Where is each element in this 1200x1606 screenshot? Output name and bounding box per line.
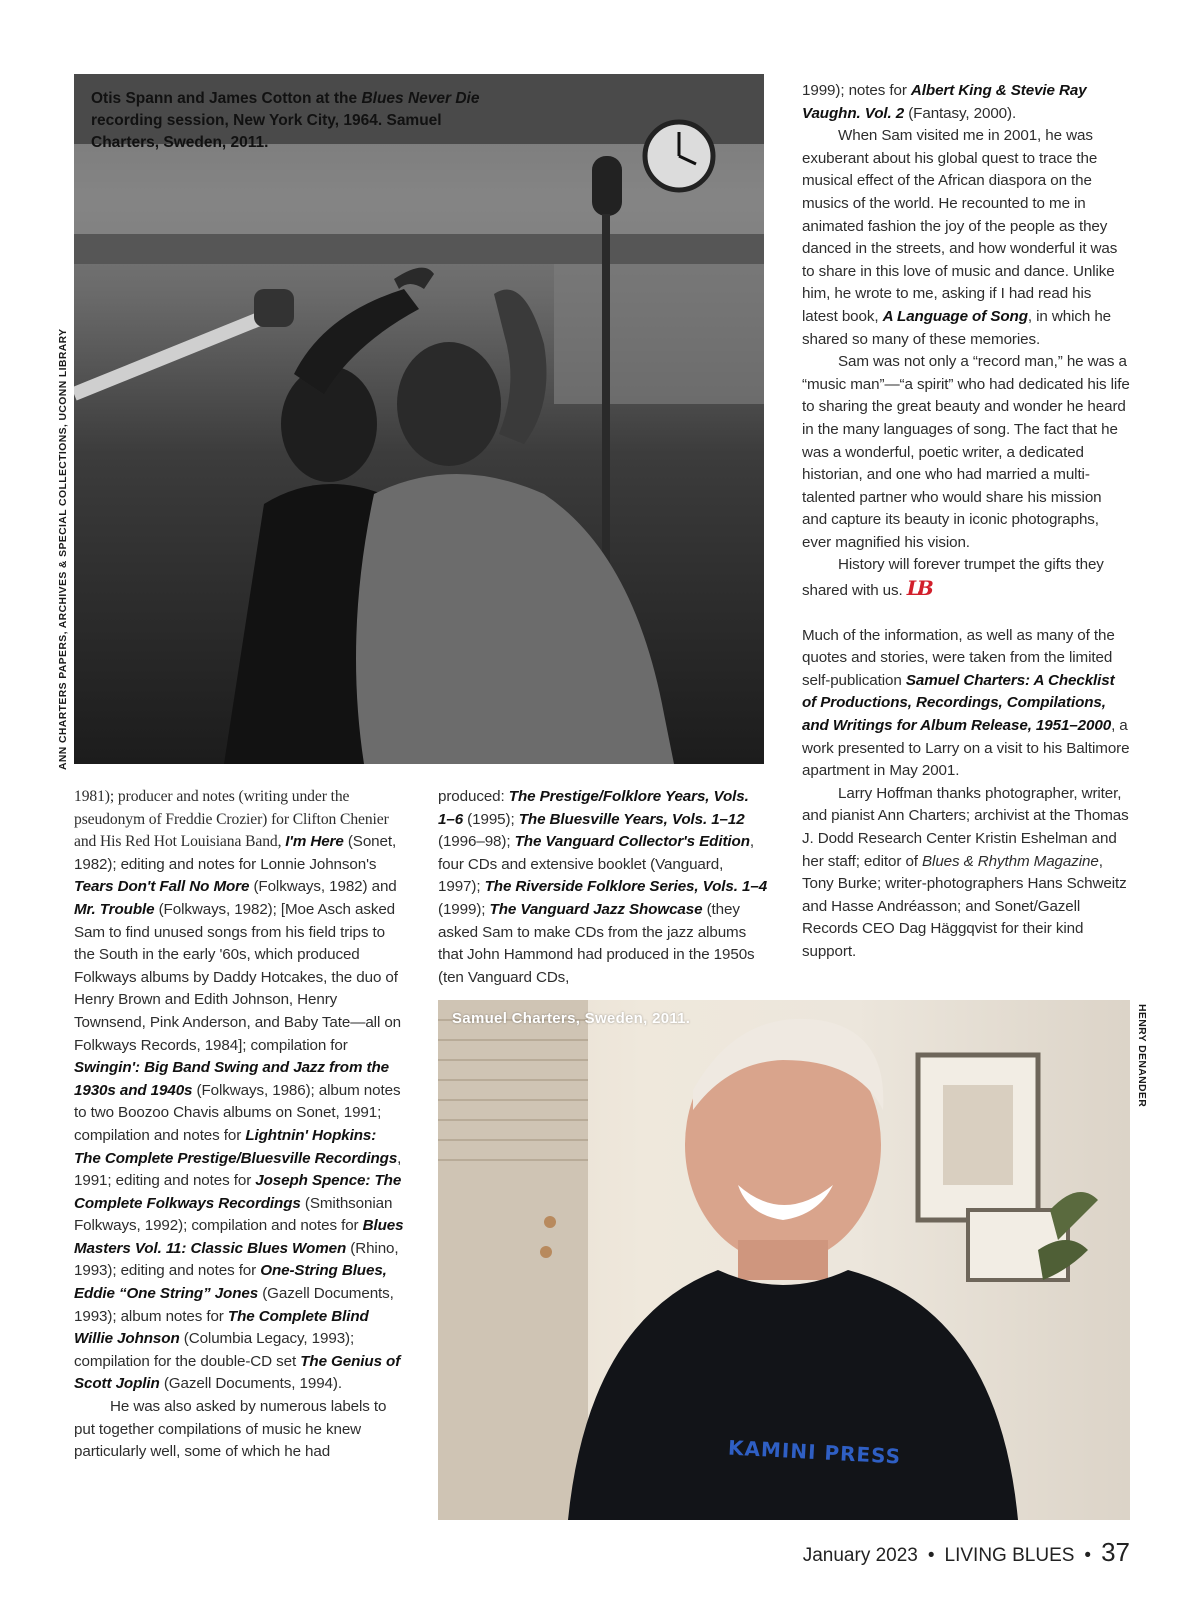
photo1-illustration [74,74,764,764]
col3-paragraph-6 [802,783,1130,964]
col2-title: The Vanguard Collector's Edition [514,833,750,851]
col1-title: The Genius of Scott Joplin [74,1352,401,1393]
col1-text: (Folkways, 1982); [Moe Asch asked Sam to find unused songs from his field trips to the South in the early '60s, which produced Folkways albums by Daddy Hotcakes, the duo of Henry Brown and Edith Johnson, Henry Townsend, Pink Anderson, and Baby Tate—all on Folkways Records, 1984]; compilation for [74,900,402,1054]
page-number: 37 [1101,1537,1130,1567]
end-mark-icon: LB [906,576,930,601]
page-footer [803,1537,1130,1568]
col1-title: I'm Here [285,833,344,851]
col2-title: The Bluesville Years, Vols. 1–12 [518,810,745,828]
col2-text: (they asked Sam to make CDs from the jazz albums that John Hammond had produced in the 1950s (ten Vanguard CDs, [438,900,755,986]
col1-paragraph-2: He was also asked by numerous labels to put together compilations of music he knew particularly well, some of which he had [74,1398,387,1461]
col3-paragraph-2 [802,125,1130,351]
col1-text: 1981); producer and notes (writing under the pseudonym of Freddie Crozier) for Clifton Chenier and His Red Hot Louisiana Band, [74,788,389,851]
col2-text: (1999); [438,900,490,918]
photo1-caption [91,88,491,154]
col3-text: , a work presented to Larry on a visit to his Baltimore apartment in May 2001. [802,717,1130,780]
shirt-print-text: KAMINI PRESS [727,1435,902,1469]
col1-title: Blues Masters Vol. 11: Classic Blues Women [74,1217,404,1257]
col2-text: (1996–98); [438,833,515,851]
col3-text: , Tony Burke; writer-photographers Hans Schweitz and Hasse Andréasson; and Sonet/Gazell Records CEO Dag Häggqvist for their kind support. [802,852,1127,960]
col1-text: (Columbia Legacy, 1993); compilation for the double-CD set [74,1330,355,1370]
col2-title: The Prestige/Folklore Years, Vols. 1–6 [438,788,749,828]
photo1-caption-text-b: recording session, New York City, 1964. Samuel Charters, Sweden, 2011. [91,112,442,151]
col3-paragraph-4 [802,554,1130,602]
magazine-name: LIVING BLUES [944,1545,1075,1566]
col1-text: (Gazell Documents, 1993); album notes for [74,1285,394,1325]
photo1-caption-title: Blues Never Die [361,90,480,107]
footer-separator: • [927,1545,935,1566]
col1-title: Joseph Spence: The Complete Folkways Recordings [74,1172,402,1212]
col1-text: (Folkways, 1982) and [249,878,397,896]
col3-text: History will forever trumpet the gifts they shared with us. [802,556,1104,600]
col1-title: Lightnin' Hopkins: The Complete Prestige/Bluesville Recordings [74,1126,398,1167]
photo1-caption-text-a: Otis Spann and James Cotton at the [91,90,362,107]
col2-text: produced: [438,788,509,805]
photo-samuel-charters [438,1000,1130,1520]
col3-paragraph-5 [802,625,1130,783]
col3-text: Much of the information, as well as many of the quotes and stories, were taken from the limited self-publication [802,626,1115,689]
col2-title: The Vanguard Jazz Showcase [489,900,703,918]
column-3 [802,80,1130,964]
col1-text: (Folkways, 1986); album notes to two Boozoo Chavis albums on Sonet, 1991; compilation and notes for [74,1081,401,1144]
col3-title: Samuel Charters: A Checklist of Productions, Recordings, Compilations, and Writings for Album Release, 1951–2000 [802,671,1115,735]
col3-italic: Blues & Rhythm Magazine [922,852,1099,870]
issue-date: January 2023 [802,1545,918,1566]
col3-text: When Sam visited me in 2001, he was exuberant about his global quest to trace the musical effect of the African diaspora on the musics of the world. He recounted to me in animated fashion the joy of the people as they danced in the streets, and how wonderful it was to share in this love of music and dance. Unlike him, he wrote to me, asking if I had read his latest book, [802,127,1118,325]
col1-title: One-String Blues, Eddie “One String” Jones [74,1262,387,1303]
column-2 [438,786,768,989]
col1-title: Swingin': Big Band Swing and Jazz from the 1930s and 1940s [74,1059,389,1099]
col1-text: (Rhino, 1993); editing and notes for [74,1239,399,1280]
col3-text: Larry Hoffman thanks photographer, writer, and pianist Ann Charters; archivist at the Thomas J. Dodd Research Center Kristin Eshelman and her staff; editor of [802,784,1129,870]
col1-text: (Sonet, 1982); editing and notes for Lonnie Johnson's [74,833,397,873]
col2-text: , four CDs and extensive booklet (Vanguard, 1997); [438,833,754,896]
col1-text: (Gazell Documents, 1994). [159,1375,342,1393]
col1-title: Tears Don't Fall No More [74,878,250,896]
photo-otis-spann-james-cotton [74,74,764,764]
col3-text: , in which he shared so many of these memories. [802,307,1112,348]
col3-title: A Language of Song [882,307,1028,325]
col2-title: The Riverside Folklore Series, Vols. 1–4 [484,878,768,896]
col1-title: The Complete Blind Willie Johnson [74,1307,369,1348]
photo2-credit: HENRY DENANDER [1136,1004,1147,1108]
col3-paragraph-3: Sam was not only a “record man,” he was a “music man”—“a spirit” who had dedicated his life to sharing the great beauty and wonder he heard in the many languages of song. The fact that he was a wonderful, poetic writer, a dedicated historian, and one who had married a multi-talented partner who would share his mission and capture its beauty in iconic photographs, ever magnified his vision. [802,353,1130,551]
col3-text: (Fantasy, 2000). [904,104,1017,122]
photo2-caption: Samuel Charters, Sweden, 2011. [452,1010,691,1027]
col3-text: 1999); notes for [802,82,911,99]
col2-text: (1995); [463,810,519,828]
column-1 [74,786,404,1464]
col1-text: , 1991; editing and notes for [74,1149,402,1190]
photo1-credit: ANN CHARTERS PAPERS, ARCHIVES & SPECIAL COLLECTIONS, UCONN LIBRARY [58,328,69,770]
footer-separator: • [1084,1545,1092,1566]
col3-title: Albert King & Stevie Ray Vaughn. Vol. 2 [802,82,1087,122]
col1-text: (Smithsonian Folkways, 1992); compilation and notes for [74,1194,393,1235]
col1-title: Mr. Trouble [74,900,155,918]
